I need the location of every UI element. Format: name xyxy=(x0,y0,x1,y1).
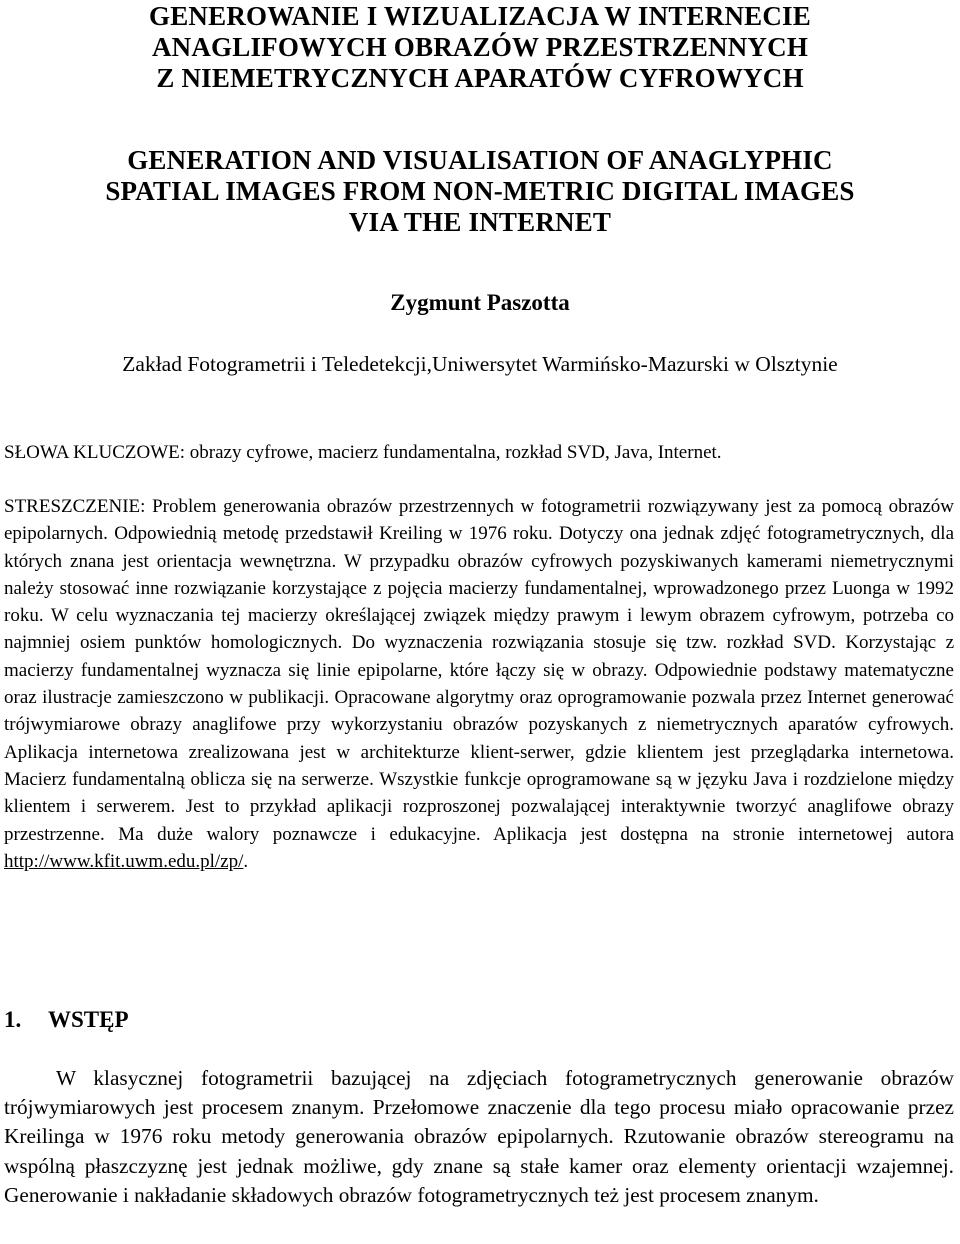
title-en-line-3: VIA THE INTERNET xyxy=(348,207,612,237)
abstract-end-punctuation: . xyxy=(243,850,249,872)
intro-paragraph: W klasycznej fotogrametrii bazującej na zdjęciach fotogrametrycznych generowanie obrazów trójwymiarowych jest procesem znanym. Przełomowe znaczenie dla tego procesu miało opracowanie przez Kreilinga w 1976 roku metody generowania obrazów epipolarnych. Rzutowanie obrazów stereogramu na wspólną płaszczyznę jest jednak możliwe, gdy znane są stałe kamer oraz elementy orientacji wzajemnej. Generowanie i nakładanie składowych obrazów fotogrametrycznych też jest procesem znanym. xyxy=(4,1066,954,1207)
title-polish xyxy=(0,1,960,94)
title-en-line-1: GENERATION AND VISUALISATION OF ANAGLYPHIC xyxy=(127,145,833,175)
title-en-line-2: SPATIAL IMAGES FROM NON-METRIC DIGITAL IMAGES xyxy=(105,176,855,206)
title-pl-line-1: GENEROWANIE I WIZUALIZACJA W INTERNECIE xyxy=(149,1,811,31)
section-title: WSTĘP xyxy=(48,1007,129,1032)
title-pl-line-2: ANAGLIFOWYCH OBRAZÓW PRZESTRZENNYCH xyxy=(151,32,809,62)
abstract xyxy=(4,493,954,875)
section-number: 1. xyxy=(4,1007,22,1032)
title-english xyxy=(0,145,960,238)
author-name: Zygmunt Paszotta xyxy=(390,290,570,315)
section-heading xyxy=(4,1004,129,1036)
author-website-link[interactable]: http://www.kfit.uwm.edu.pl/zp/ xyxy=(4,850,244,872)
title-pl-line-3: Z NIEMETRYCZNYCH APARATÓW CYFROWYCH xyxy=(156,63,804,93)
abstract-text: STRESZCZENIE: Problem generowania obrazów przestrzennych w fotogrametrii rozwiązywany jest za pomocą obrazów epipolarnych. Odpowiednią metodę przedstawił Kreiling w 1976 roku. Dotyczy ona jednak zdjęć fotogrametrycznych, dla których znana jest orientacja wewnętrzna. W przypadku obrazów cyfrowych pozyskiwanych kamerami niemetrycznymi należy stosować inne rozwiązanie korzystające z pojęcia macierzy fundamentalnej, wprowadzonego przez Luonga w 1992 roku. W celu wyznaczania tej macierzy określającej związek między prawym i lewym obrazem cyfrowym, potrzeba co najmniej osiem punktów homologicznych. Do wyznaczenia rozwiązania stosuje się tzw. rozkład SVD. Korzystając z macierzy fundamentalnej wyznacza się linie epipolarne, które łączy się w obrazy. Odpowiednie podstawy matematyczne oraz ilustracje zamieszczono w publikacji. Opracowane algorytmy oraz oprogramowanie pozwala przez Internet generować trójwymiarowe obrazy anaglifowe przy wykorzystaniu obrazów pozyskanych z niemetrycznych aparatów cyfrowych. Aplikacja internetowa zrealizowana jest w architekturze klient-serwer, gdzie klientem jest przeglądarka internetowa. Macierz fundamentalną oblicza się na serwerze. Wszystkie funkcje oprogramowane są w języku Java i rozdzielone między klientem i serwerem. Jest to przykład aplikacji rozproszonej pozwalającej interaktywnie tworzyć anaglifowe obrazy przestrzenne. Ma duże walory poznawcze i edukacyjne. Aplikacja jest dostępna na stronie internetowej autora xyxy=(4,496,954,845)
keywords: SŁOWA KLUCZOWE: obrazy cyfrowe, macierz fundamentalna, rozkład SVD, Java, Internet. xyxy=(4,442,722,463)
author-affiliation: Zakład Fotogrametrii i Teledetekcji,Uniwersytet Warmińsko-Mazurski w Olsztynie xyxy=(122,352,838,376)
